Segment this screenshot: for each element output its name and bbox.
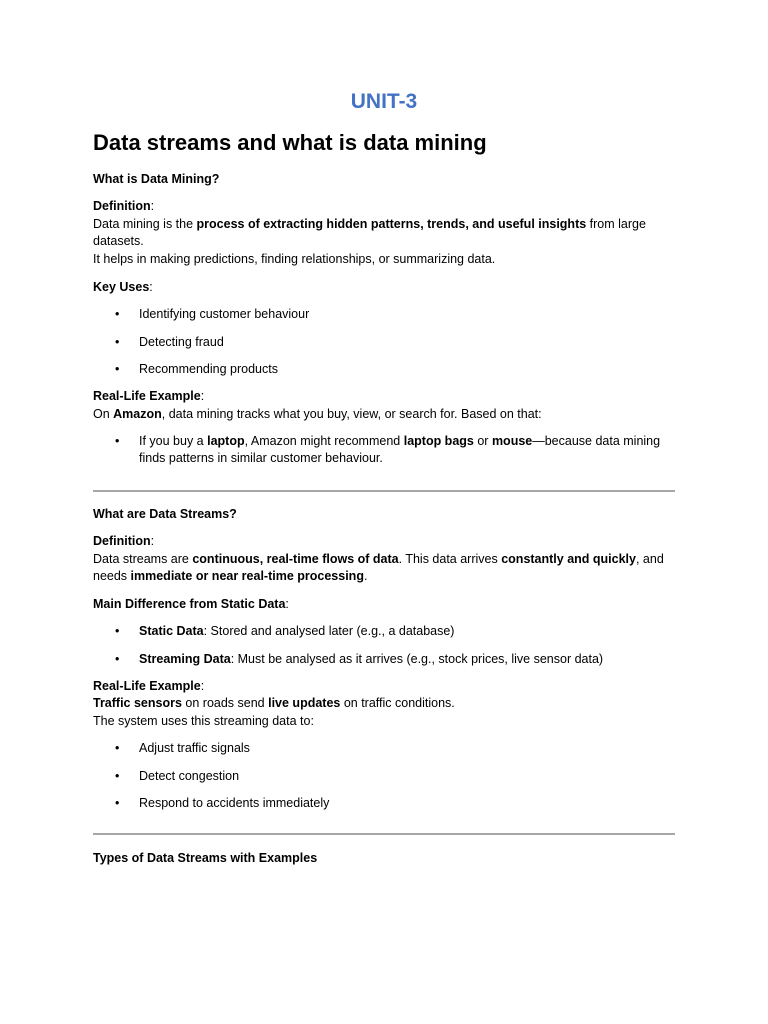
uses-list — [93, 740, 675, 757]
example-label-text: Real-Life Example — [93, 679, 201, 693]
list-item-text: : Stored and analysed later (e.g., a database) — [203, 624, 455, 638]
example-highlight: Traffic sensors — [93, 696, 182, 710]
definition-colon: : — [150, 534, 155, 548]
difference-colon: : — [285, 597, 289, 611]
list-item-text: Detecting fraud — [139, 335, 224, 349]
list-item-label: Static Data — [139, 624, 204, 638]
example-text — [93, 695, 675, 712]
key-uses-colon: : — [149, 280, 153, 294]
list-item — [93, 361, 675, 378]
bullet-icon: • — [115, 624, 120, 638]
example-text-part: On — [93, 407, 114, 421]
example-highlight: Amazon — [113, 407, 162, 421]
definition-label: Definition — [93, 534, 151, 548]
definition-text-part: Data streams are — [93, 552, 193, 566]
list-item — [93, 306, 675, 323]
unit-title: UNIT-3 — [350, 90, 418, 113]
list-item-text: : Must be analysed as it arrives (e.g., stock prices, live sensor data) — [230, 652, 604, 666]
bullet-icon: • — [115, 652, 120, 666]
horizontal-rule — [93, 490, 675, 492]
section-heading-data-mining: What is Data Mining? — [93, 172, 220, 186]
definition-text — [93, 551, 675, 585]
definition-text-part: . — [363, 569, 368, 583]
definition-text-part: , and needs — [93, 552, 664, 583]
definition-text-part: Data mining is the — [93, 217, 197, 231]
definition-highlight: constantly and quickly — [501, 552, 636, 566]
example-highlight: live updates — [268, 696, 341, 710]
definition-line-2: It helps in making predictions, finding relationships, or summarizing data. — [93, 252, 496, 266]
list-item-highlight: laptop — [207, 434, 245, 448]
definition-highlight: process of extracting hidden patterns, trends, and useful insights — [196, 217, 587, 231]
list-item-text: Respond to accidents immediately — [139, 796, 330, 810]
page-title: Data streams and what is data mining — [93, 130, 487, 155]
key-uses-list — [93, 334, 675, 351]
key-uses-label — [93, 279, 675, 296]
list-item-text: Adjust traffic signals — [139, 741, 250, 755]
example-label-text: Real-Life Example — [93, 389, 201, 403]
definition-paragraph — [93, 198, 675, 215]
bullet-icon: • — [115, 307, 120, 321]
example-label — [93, 388, 675, 405]
list-item — [93, 623, 675, 640]
section-heading-data-streams: What are Data Streams? — [93, 507, 237, 521]
definition-colon: : — [150, 199, 155, 213]
example-text — [93, 406, 675, 423]
example-text-part: , data mining tracks what you buy, view, or search for. Based on that: — [161, 407, 542, 421]
list-item-text: Detect congestion — [139, 769, 240, 783]
list-item-text: or — [473, 434, 492, 448]
bullet-icon: • — [115, 741, 120, 755]
example-colon: : — [200, 679, 205, 693]
uses-list — [93, 795, 675, 812]
example-line-2: The system uses this streaming data to: — [93, 714, 314, 728]
list-item-label: Streaming Data — [139, 652, 231, 666]
definition-highlight: immediate or near real-time processing — [130, 569, 364, 583]
definition-label: Definition — [93, 199, 151, 213]
list-item-text: Identifying customer behaviour — [139, 307, 310, 321]
uses-list — [93, 768, 675, 785]
list-item-highlight: laptop bags — [403, 434, 474, 448]
key-uses-list — [93, 361, 675, 378]
definition-text-part: . This data arrives — [398, 552, 502, 566]
list-item — [93, 334, 675, 351]
list-item — [93, 740, 675, 757]
bullet-icon: • — [115, 769, 120, 783]
example-text-part: on roads send — [181, 696, 269, 710]
list-item — [93, 768, 675, 785]
example-text-part: on traffic conditions. — [340, 696, 455, 710]
bullet-icon: • — [115, 335, 120, 349]
definition-text — [93, 216, 675, 250]
list-item — [93, 795, 675, 812]
definition-paragraph — [93, 533, 675, 550]
example-label — [93, 678, 675, 695]
bullet-icon: • — [115, 434, 120, 448]
key-uses-label-text: Key Uses — [93, 280, 150, 294]
difference-list — [93, 623, 675, 640]
bullet-icon: • — [115, 362, 120, 376]
horizontal-rule — [93, 833, 675, 835]
example-list — [93, 433, 675, 467]
list-item — [93, 651, 675, 668]
definition-highlight: continuous, real-time flows of data — [192, 552, 399, 566]
difference-label-text: Main Difference from Static Data — [93, 597, 286, 611]
list-item-text: , Amazon might recommend — [244, 434, 404, 448]
list-item-text: Recommending products — [139, 362, 278, 376]
list-item-highlight: mouse — [491, 434, 533, 448]
difference-list — [93, 651, 675, 668]
example-colon: : — [200, 389, 205, 403]
section-heading-types-of-streams: Types of Data Streams with Examples — [93, 851, 318, 865]
difference-label — [93, 596, 675, 613]
list-item — [93, 433, 675, 467]
bullet-icon: • — [115, 796, 120, 810]
list-item-text: If you buy a — [139, 434, 208, 448]
key-uses-list — [93, 306, 675, 323]
definition-text-part: from large datasets. — [93, 217, 646, 248]
list-item-text: —because data mining finds patterns in similar customer behaviour. — [139, 434, 661, 465]
